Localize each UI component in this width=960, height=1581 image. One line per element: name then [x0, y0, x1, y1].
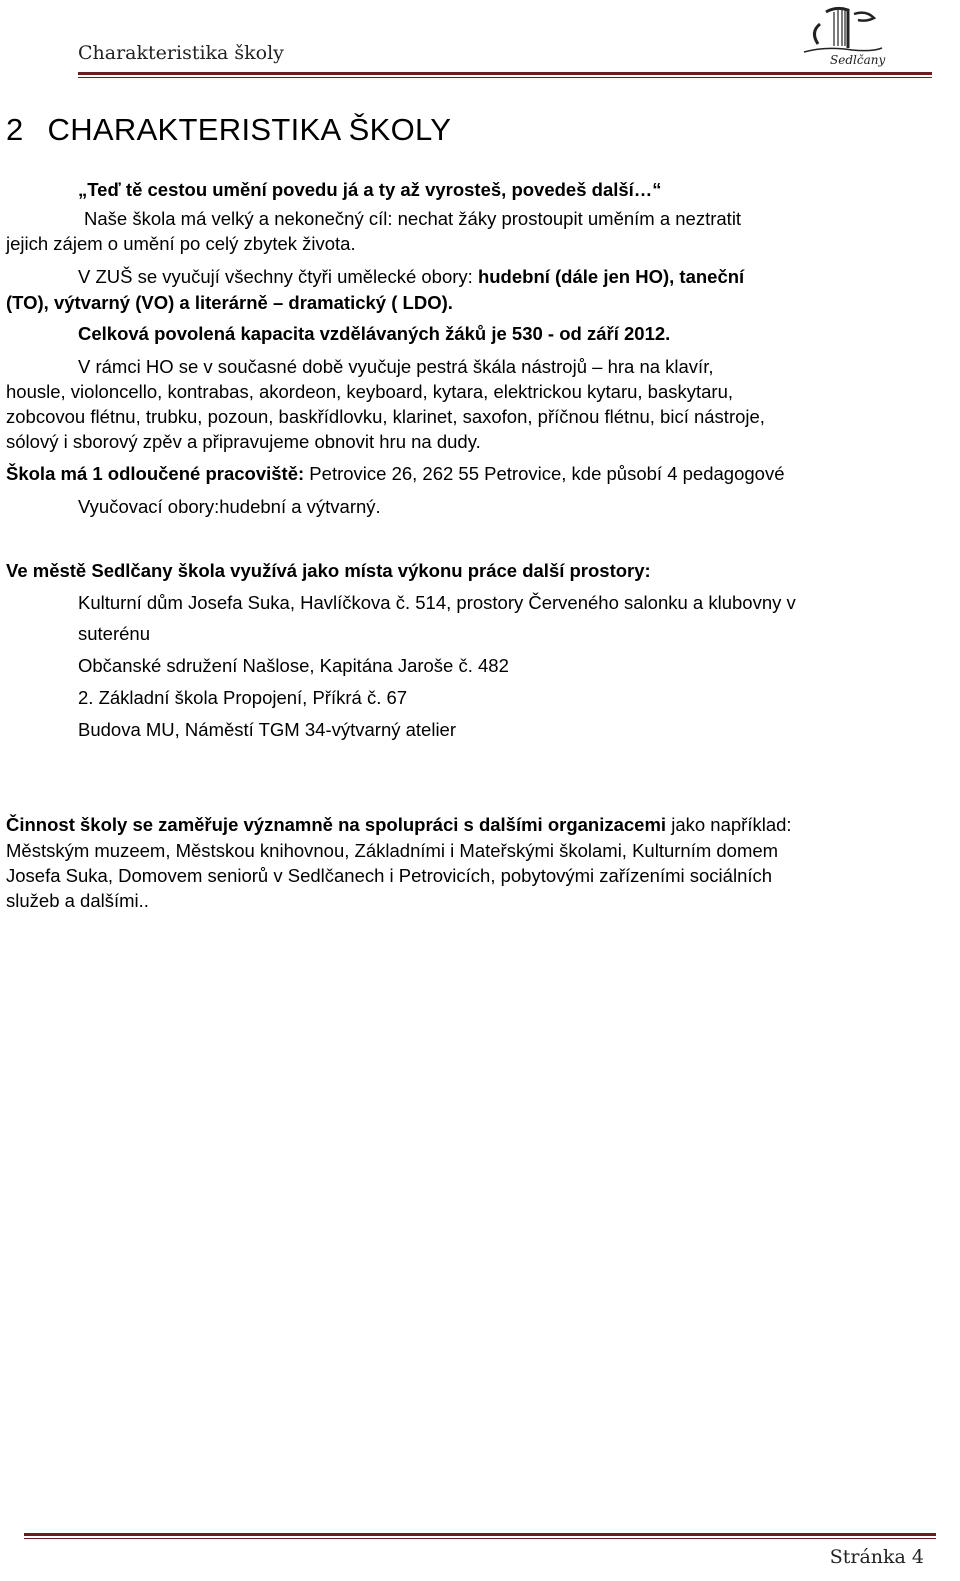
cooperation-line-1 — [6, 814, 792, 836]
venue-item: Budova MU, Náměstí TGM 34-výtvarný atelier — [78, 719, 457, 740]
goal-line-1: Naše škola má velký a nekonečný cíl: nechat žáky prostoupit uměním a neztratit — [84, 208, 742, 229]
instruments-line-2: housle, violoncello, kontrabas, akordeon, keyboard, kytara, elektrickou kytaru, baskytaru, — [6, 381, 734, 402]
footer-rule-thick — [24, 1533, 936, 1536]
header-rule-thick — [78, 72, 932, 75]
venues-heading: Ve městě Sedlčany škola využívá jako místa výkonu práce další prostory: — [6, 560, 651, 581]
fields-line-2: (TO), výtvarný (VO) a literárně – dramatický ( LDO). — [6, 292, 453, 313]
fields-intro: V ZUŠ se vyučují všechny čtyři umělecké obory: — [78, 266, 478, 287]
branch-label: Škola má 1 odloučené pracoviště: — [6, 463, 305, 484]
cooperation-rest: jako například: — [666, 814, 792, 835]
chapter-title: CHARAKTERISTIKA ŠKOLY — [47, 112, 452, 147]
fields-list-bold: hudební (dále jen HO), taneční — [477, 266, 745, 287]
venue-item: 2. Základní škola Propojení, Příkrá č. 67 — [78, 687, 408, 708]
school-logo — [796, 4, 888, 68]
instruments-line-1: V rámci HO se v současné době vyučuje pestrá škála nástrojů – hra na klavír, — [78, 356, 714, 377]
instruments-line-3: zobcovou flétnu, trubku, pozoun, baskřídlovku, klarinet, saxofon, příčnou flétnu, bicí nástroje, — [6, 406, 765, 427]
branch-line — [6, 463, 784, 485]
running-header-title: Charakteristika školy — [78, 42, 284, 64]
cooperation-line-2: Městským muzeem, Městskou knihovnou, Základními i Mateřskými školami, Kulturním domem — [6, 840, 779, 861]
goal-line-2: jejich zájem o umění po celý zbytek života. — [6, 233, 356, 254]
footer-rule-thin — [24, 1538, 936, 1539]
venue-item: Kulturní dům Josefa Suka, Havlíčkova č. 514, prostory Červeného salonku a klubovny v — [78, 592, 796, 613]
branch-address: Petrovice 26, 262 55 Petrovice, kde působí 4 pedagogové — [304, 463, 785, 484]
fields-line-1 — [78, 266, 744, 288]
chapter-heading — [6, 112, 451, 148]
chapter-number: 2 — [6, 112, 24, 147]
cooperation-bold: Činnost školy se zaměřuje významně na spolupráci s dalšími organizacemi — [6, 814, 667, 835]
page-number: Stránka 4 — [829, 1546, 924, 1568]
capacity-statement: Celková povolená kapacita vzdělávaných žáků je 530 - od září 2012. — [78, 323, 671, 344]
header-rule-thin — [78, 77, 932, 78]
venue-item: suterénu — [78, 623, 150, 644]
motto: „Teď tě cestou umění povedu já a ty až vyrosteš, povedeš další…“ — [78, 179, 662, 200]
branch-fields: Vyučovací obory:hudební a výtvarný. — [78, 496, 381, 517]
cooperation-line-3: Josefa Suka, Domovem seniorů v Sedlčanech i Petrovicích, pobytovými zařízeními sociálních — [6, 865, 773, 886]
venue-item: Občanské sdružení Našlose, Kapitána Jaroše č. 482 — [78, 655, 509, 676]
cooperation-line-4: služeb a dalšími.. — [6, 890, 149, 911]
instruments-line-4: sólový i sborový zpěv a připravujeme obnovit hru na dudy. — [6, 431, 481, 452]
svg-text:Sedlčany: Sedlčany — [830, 53, 886, 67]
